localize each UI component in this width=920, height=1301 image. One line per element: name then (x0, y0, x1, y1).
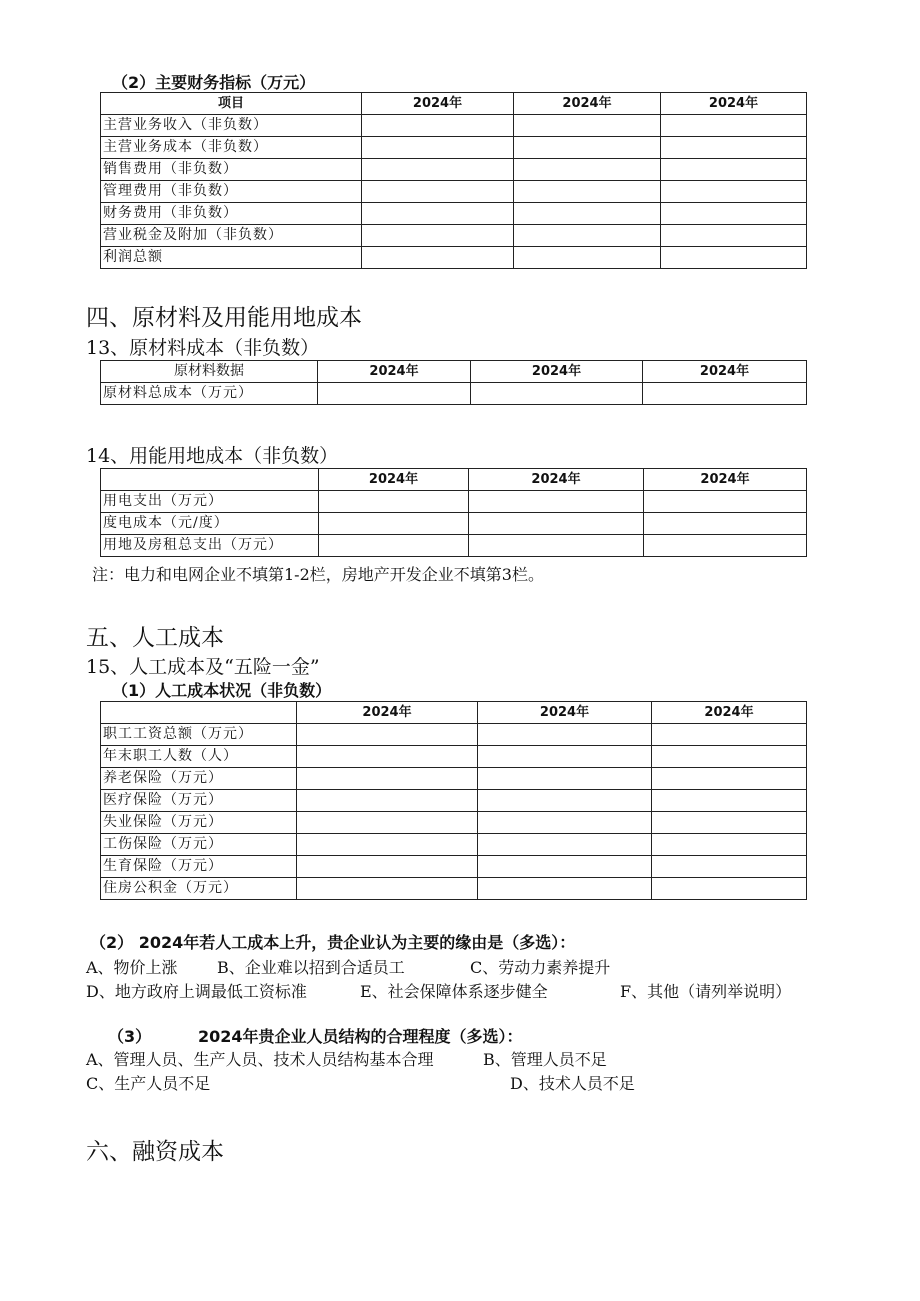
row-label: 利润总额 (101, 247, 362, 269)
row-label: 管理费用（非负数） (101, 181, 362, 203)
header-year: 2024年 (362, 93, 514, 115)
row-label: 用电支出（万元） (101, 491, 319, 513)
input-cell[interactable] (643, 383, 807, 405)
input-cell[interactable] (297, 834, 478, 856)
option-b[interactable]: B、企业难以招到合适员工 (217, 958, 405, 977)
table-row (101, 878, 807, 900)
header-year: 2024年 (471, 361, 643, 383)
input-cell[interactable] (514, 115, 661, 137)
row-label: 职工工资总额（万元） (101, 724, 297, 746)
input-cell[interactable] (652, 812, 807, 834)
input-cell[interactable] (644, 513, 807, 535)
table-header-row (101, 702, 807, 724)
section6-title: 六、融资成本 (86, 1139, 224, 1165)
table-row (101, 535, 807, 557)
q15-sub1-title: （1）人工成本状况（非负数） (112, 681, 332, 700)
table-row (101, 159, 807, 181)
input-cell[interactable] (362, 247, 514, 269)
input-cell[interactable] (319, 535, 469, 557)
header-year: 2024年 (652, 702, 807, 724)
table-row (101, 513, 807, 535)
input-cell[interactable] (652, 856, 807, 878)
q14-note: 注：电力和电网企业不填第1-2栏，房地产开发企业不填第3栏。 (92, 565, 544, 584)
input-cell[interactable] (362, 159, 514, 181)
option-e[interactable]: E、社会保障体系逐步健全 (360, 982, 548, 1001)
option-d[interactable]: D、地方政府上调最低工资标准 (86, 982, 307, 1001)
table-row (101, 203, 807, 225)
row-label: 养老保险（万元） (101, 768, 297, 790)
table-row (101, 812, 807, 834)
input-cell[interactable] (661, 159, 807, 181)
input-cell[interactable] (652, 768, 807, 790)
input-cell[interactable] (478, 790, 652, 812)
input-cell[interactable] (297, 768, 478, 790)
labor-cost-table (100, 701, 807, 900)
input-cell[interactable] (297, 878, 478, 900)
input-cell[interactable] (469, 491, 644, 513)
header-year: 2024年 (478, 702, 652, 724)
input-cell[interactable] (319, 491, 469, 513)
input-cell[interactable] (478, 746, 652, 768)
header-blank (101, 702, 297, 724)
row-label: 住房公积金（万元） (101, 878, 297, 900)
row-label: 失业保险（万元） (101, 812, 297, 834)
option-c[interactable]: C、生产人员不足 (86, 1074, 211, 1093)
header-year: 2024年 (318, 361, 471, 383)
row-label: 主营业务成本（非负数） (101, 137, 362, 159)
header-material-data: 原材料数据 (101, 361, 318, 383)
input-cell[interactable] (644, 535, 807, 557)
input-cell[interactable] (362, 203, 514, 225)
input-cell[interactable] (297, 724, 478, 746)
table-row (101, 768, 807, 790)
input-cell[interactable] (661, 181, 807, 203)
input-cell[interactable] (469, 513, 644, 535)
row-label: 生育保险（万元） (101, 856, 297, 878)
row-label: 主营业务收入（非负数） (101, 115, 362, 137)
input-cell[interactable] (661, 203, 807, 225)
q15-title: 15、人工成本及“五险一金” (86, 656, 320, 678)
input-cell[interactable] (661, 137, 807, 159)
input-cell[interactable] (652, 878, 807, 900)
q15-sub2-title: （2） 2024年若人工成本上升，贵企业认为主要的缘由是（多选）： (90, 933, 576, 952)
option-b[interactable]: B、管理人员不足 (483, 1050, 607, 1069)
input-cell[interactable] (514, 247, 661, 269)
header-year: 2024年 (319, 469, 469, 491)
header-year: 2024年 (469, 469, 644, 491)
input-cell[interactable] (514, 159, 661, 181)
table-row (101, 790, 807, 812)
row-label: 度电成本（元/度） (101, 513, 319, 535)
input-cell[interactable] (652, 790, 807, 812)
table-row (101, 746, 807, 768)
input-cell[interactable] (362, 181, 514, 203)
table-row (101, 137, 807, 159)
header-item: 项目 (101, 93, 362, 115)
q15-sub3-number: （3） (108, 1027, 152, 1046)
row-label: 财务费用（非负数） (101, 203, 362, 225)
input-cell[interactable] (478, 856, 652, 878)
input-cell[interactable] (362, 115, 514, 137)
input-cell[interactable] (297, 746, 478, 768)
q14-table (100, 468, 807, 557)
input-cell[interactable] (319, 513, 469, 535)
table-header-row (101, 361, 807, 383)
section4-title: 四、原材料及用能用地成本 (86, 305, 362, 331)
finance-table (100, 92, 807, 269)
row-label: 销售费用（非负数） (101, 159, 362, 181)
input-cell[interactable] (514, 203, 661, 225)
option-c[interactable]: C、劳动力素养提升 (470, 958, 611, 977)
q15-sub3-title: 2024年贵企业人员结构的合理程度（多选）： (198, 1027, 523, 1046)
header-year: 2024年 (514, 93, 661, 115)
input-cell[interactable] (652, 724, 807, 746)
input-cell[interactable] (318, 383, 471, 405)
input-cell[interactable] (661, 247, 807, 269)
header-year: 2024年 (643, 361, 807, 383)
input-cell[interactable] (514, 225, 661, 247)
option-a[interactable]: A、管理人员、生产人员、技术人员结构基本合理 (86, 1050, 434, 1069)
row-label: 用地及房租总支出（万元） (101, 535, 319, 557)
header-year: 2024年 (297, 702, 478, 724)
row-label: 营业税金及附加（非负数） (101, 225, 362, 247)
input-cell[interactable] (362, 225, 514, 247)
option-d[interactable]: D、技术人员不足 (510, 1074, 635, 1093)
option-a[interactable]: A、物价上涨 (86, 958, 178, 977)
row-label: 医疗保险（万元） (101, 790, 297, 812)
input-cell[interactable] (661, 115, 807, 137)
header-blank (101, 469, 319, 491)
input-cell[interactable] (478, 768, 652, 790)
input-cell[interactable] (478, 724, 652, 746)
input-cell[interactable] (652, 746, 807, 768)
table-row (101, 115, 807, 137)
q14-title: 14、用能用地成本（非负数） (86, 445, 339, 467)
table-header-row (101, 93, 807, 115)
input-cell[interactable] (644, 491, 807, 513)
table-header-row (101, 469, 807, 491)
input-cell[interactable] (297, 856, 478, 878)
input-cell[interactable] (478, 878, 652, 900)
input-cell[interactable] (362, 137, 514, 159)
header-year: 2024年 (644, 469, 807, 491)
table-row (101, 724, 807, 746)
header-year: 2024年 (661, 93, 807, 115)
input-cell[interactable] (471, 383, 643, 405)
input-cell[interactable] (297, 812, 478, 834)
input-cell[interactable] (478, 834, 652, 856)
input-cell[interactable] (297, 790, 478, 812)
table-row (101, 491, 807, 513)
finance-subtitle: （2）主要财务指标（万元） (112, 73, 316, 92)
table-row (101, 856, 807, 878)
input-cell[interactable] (661, 225, 807, 247)
input-cell[interactable] (652, 834, 807, 856)
row-label: 原材料总成本（万元） (101, 383, 318, 405)
input-cell[interactable] (514, 137, 661, 159)
table-row (101, 834, 807, 856)
table-row (101, 383, 807, 405)
option-f[interactable]: F、其他（请列举说明） (620, 982, 792, 1001)
input-cell[interactable] (514, 181, 661, 203)
row-label: 年末职工人数（人） (101, 746, 297, 768)
q13-title: 13、原材料成本（非负数） (86, 337, 320, 359)
row-label: 工伤保险（万元） (101, 834, 297, 856)
table-row (101, 225, 807, 247)
q13-table (100, 360, 807, 405)
section5-title: 五、人工成本 (86, 625, 224, 651)
table-row (101, 181, 807, 203)
input-cell[interactable] (478, 812, 652, 834)
input-cell[interactable] (469, 535, 644, 557)
table-row (101, 247, 807, 269)
